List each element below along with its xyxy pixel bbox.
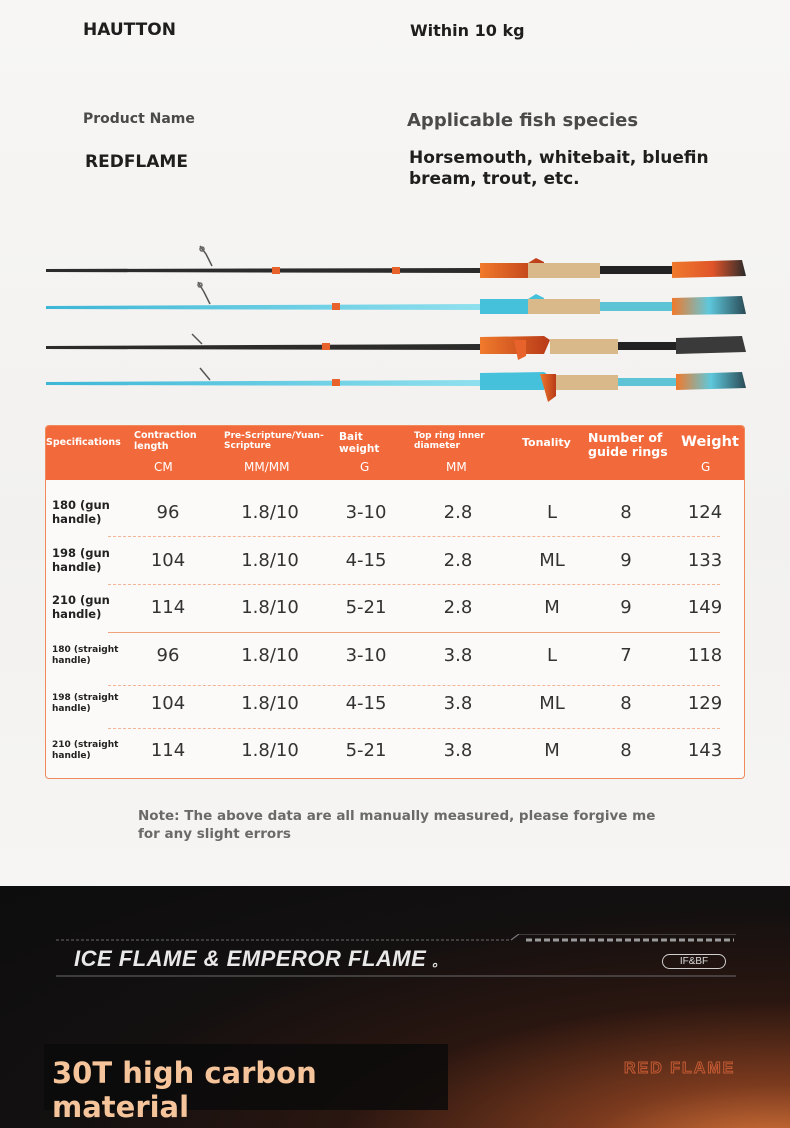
species-value: Horsemouth, whitebait, bluefin bream, trout, etc. [409,148,709,189]
row-guides: 8 [620,740,632,761]
row-bait: 3-10 [345,502,387,523]
table-row [46,727,744,774]
row-sections: 1.8/10 [241,550,299,571]
row-weight: 118 [687,645,723,666]
row-ring: 3.8 [443,693,473,714]
row-spec: 180 (gun handle) [52,497,110,526]
row-sections: 1.8/10 [241,502,299,523]
row-guides: 9 [620,550,632,571]
species-label: Applicable fish species [407,110,639,131]
row-tonality: ML [539,550,565,571]
brand-value: HAUTTON [83,20,176,40]
row-length: 104 [150,550,186,571]
row-ring: 3.8 [443,740,473,761]
table-row [46,537,744,584]
row-guides: 9 [620,597,632,618]
spec-table [45,425,745,779]
row-spec: 180 (straight handle) [52,644,119,666]
row-guides: 8 [620,502,632,523]
row-tonality: M [544,597,560,618]
row-spec: 210 (gun handle) [52,592,110,621]
row-weight: 124 [687,502,723,523]
row-spec: 210 (straight handle) [52,739,119,761]
header-tonality: Tonality [522,436,571,449]
red-flame-watermark: RED FLAME [624,1060,736,1077]
rods-illustration [40,236,752,406]
header-specifications: Specifications [46,437,121,448]
row-length: 96 [156,502,180,523]
table-row [46,632,744,679]
row-weight: 133 [687,550,723,571]
row-bait: 5-21 [345,597,387,618]
row-length: 104 [150,693,186,714]
row-weight: 143 [687,740,723,761]
rod-3 [46,334,746,360]
row-spec: 198 (straight handle) [52,692,119,714]
row-bait: 5-21 [345,740,387,761]
brand-banner [0,886,790,1128]
row-tonality: L [546,502,558,523]
banner-badge: IF&BF [662,954,726,969]
table-row [46,489,744,536]
row-sections: 1.8/10 [241,693,299,714]
product-name-label: Product Name [83,111,195,127]
row-tonality: ML [539,693,565,714]
table-row [46,680,744,727]
row-weight: 129 [687,693,723,714]
row-tonality: L [546,645,558,666]
row-sections: 1.8/10 [241,645,299,666]
row-sections: 1.8/10 [241,597,299,618]
banner-title: ICE FLAME & EMPEROR FLAME 。 [74,946,447,971]
table-row [46,584,744,631]
header-sections: Pre-Scripture/Yuan-Scripture MM/MM [224,431,324,474]
row-ring: 3.8 [443,645,473,666]
rod-4 [46,368,746,402]
row-ring: 2.8 [443,502,473,523]
row-bait: 4-15 [345,550,387,571]
measurement-note: Note: The above data are all manually measured, please forgive me for any slight errors [138,808,656,842]
row-length: 114 [150,740,186,761]
row-ring: 2.8 [443,597,473,618]
row-tonality: M [544,740,560,761]
rod-1 [46,246,746,278]
row-guides: 7 [620,645,632,666]
row-length: 114 [150,597,186,618]
row-ring: 2.8 [443,550,473,571]
product-name-value: REDFLAME [85,152,188,172]
row-guides: 8 [620,693,632,714]
load-value: Within 10 kg [410,21,525,40]
header-weight: Weight G [681,434,739,474]
row-bait: 4-15 [345,693,387,714]
header-top-ring: Top ring inner diameter MM [414,431,485,474]
material-headline: 30T high carbon material [44,1044,448,1110]
row-spec: 198 (gun handle) [52,545,110,574]
row-weight: 149 [687,597,723,618]
row-bait: 3-10 [345,645,387,666]
table-header [46,426,744,480]
header-guide-rings: Number of guide rings [588,430,668,460]
row-sections: 1.8/10 [241,740,299,761]
header-contraction-length: Contraction length CM [134,430,197,474]
header-bait-weight: Bait weight G [339,431,380,474]
rod-2 [46,282,746,315]
row-length: 96 [156,645,180,666]
